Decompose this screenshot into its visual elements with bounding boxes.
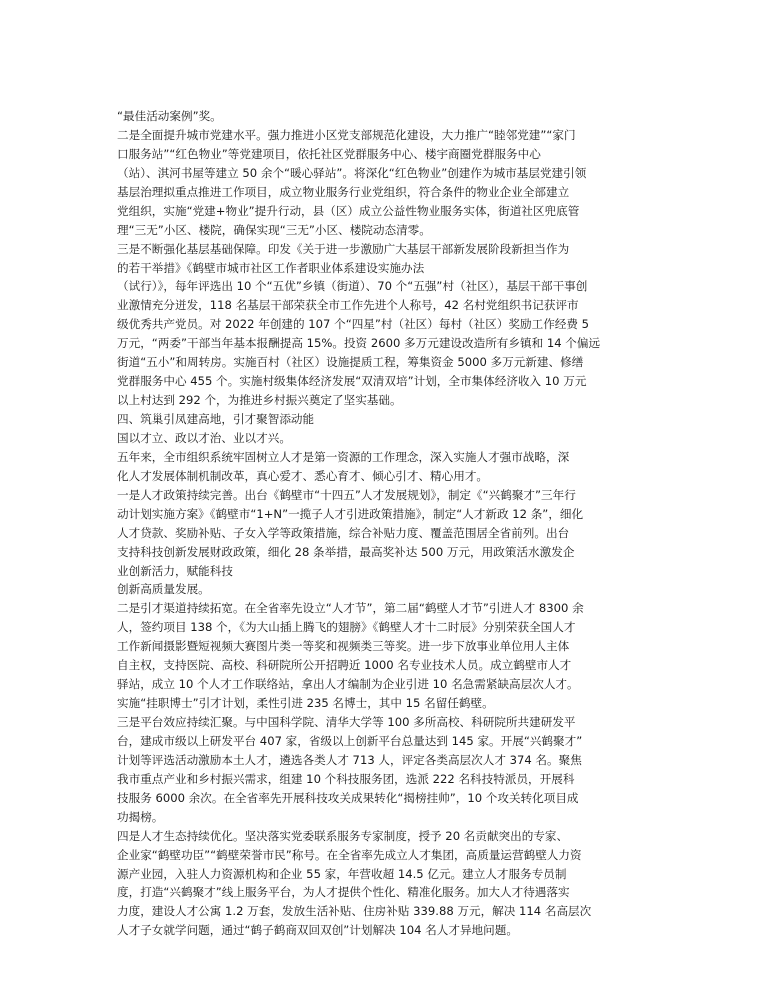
text-line: （站）、淇河书屋等建立 50 余个“暖心驿站”。将深化“红色物业”创建作为城市基层党建引领	[117, 165, 587, 180]
text-line: 三是平台效应持续汇聚。与中国科学院、清华大学等 100 多所高校、科研院所共建研发平	[117, 715, 576, 729]
text-line: 口服务站”“红色物业”等党建项目，依托社区党群服务中心、楼宇商圈党群服务中心	[117, 146, 541, 161]
text-line: 业激情充分迸发，118 名基层干部荣获全市工作先进个人称号，42 名村党组织书记获评市	[117, 298, 579, 313]
text-line: 台，建成市级以上研发平台 407 家，省级以上创新平台总量达到 145 家。开展“兴鹤聚才”	[117, 733, 583, 748]
text-line: 街道“五小”和周转房。实施百村（社区）设施提质工程，筹集资金 5000 多万元新建、修缮	[117, 355, 584, 370]
text-line: 以上村达到 292 个，为推进乡村振兴奠定了坚实基础。	[117, 393, 402, 408]
text-line: 党组织，实施“党建+物业”提升行动，县（区）成立公益性物业服务实体，街道社区兜底管	[117, 203, 580, 218]
text-line: 企业家“鹤壁功臣”“鹤壁荣誉市民”称号。在全省率先成立人才集团，高质量运营鹤壁人力资	[117, 847, 582, 862]
text-line: 计划等评选活动激励本土人才，遴选各类人才 713 人，评定各类高层次人才 374 名。聚焦	[117, 752, 582, 767]
text-line: 二是全面提升城市党建水平。强力推进小区党支部规范化建设，大力推广“睦邻党建”“家门	[117, 127, 576, 142]
document-body	[117, 107, 657, 940]
text-line: 四、筑巢引凤建高地，引才聚智添动能	[117, 412, 315, 426]
text-line: 党群服务中心 455 个。实施村级集体经济发展“双清双培”计划，全市集体经济收入 10 万元	[117, 374, 587, 389]
text-line: “最佳活动案例”奖。	[117, 109, 222, 123]
text-line: 力度，建设人才公寓 1.2 万套，发放生活补贴、住房补贴 339.88 万元，解决 114 名高层次	[117, 904, 592, 919]
text-line: 三是不断强化基层基础保障。印发《关于进一步激励广大基层干部新发展阶段新担当作为	[117, 241, 570, 256]
text-line: 源产业园，入驻人力资源机构和企业 55 家，年营收超 14.5 亿元。建立人才服务专员制	[117, 866, 567, 881]
text-line: （试行）》，每年评选出 10 个“五优”乡镇（街道）、70 个“五强”村（社区），基层干部干事创	[117, 279, 588, 294]
text-line: 自主权，支持医院、高校、科研院所公开招聘近 1000 名专业技术人员。成立鹤壁市人才	[117, 658, 572, 673]
text-line: 我市重点产业和乡村振兴需求，组建 10 个科技服务团，选派 222 名科技特派员，开展科	[117, 771, 575, 786]
text-line: 化人才发展体制机制改革，真心爱才、悉心育才、倾心引才、精心用才。	[117, 468, 489, 483]
text-line: 万元，“两委”干部当年基本报酬提高 15%。投资 2600 多万元建设改造所有乡镇和 14 个偏远	[117, 336, 601, 351]
text-line: 度，打造“兴鹤聚才”线上服务平台，为人才提供个性化、精准化服务。加大人才待遇落实	[117, 885, 570, 900]
text-line: 级优秀共产党员。对 2022 年创建的 107 个“四星”村（社区）每村（社区）奖励工作经费 5	[117, 317, 590, 332]
text-line: 国以才立、政以才治、业以才兴。	[117, 430, 291, 445]
text-line: 理“三无”小区、楼院，确保实现“三无”小区、楼院动态清零。	[117, 222, 431, 237]
text-line: 人，签约项目 138 个，《为大山插上腾飞的翅膀》《鹤壁人才十二时辰》分别荣获全国人才	[117, 620, 576, 635]
text-line: 功揭榜。	[117, 809, 164, 824]
text-line: 动计划实施方案》《鹤壁市“1+N”一揽子人才引进政策措施》，制定“人才新政 12 条”，细化	[117, 506, 584, 521]
text-line: 二是引才渠道持续拓宽。在全省率先设立“人才节”，第二届“鹤壁人才节”引进人才 8300 余	[117, 601, 584, 616]
text-line: 实施“挂职博士”引才计划，柔性引进 235 名博士，其中 15 名留任鹤壁。	[117, 696, 494, 711]
text-line: 五年来，全市组织系统牢固树立人才是第一资源的工作理念，深入实施人才强市战略，深	[117, 449, 570, 464]
text-line: 创新高质量发展。	[117, 582, 210, 597]
text-line: 人才子女就学问题，通过“鹤子鹤商双回双创”计划解决 104 名人才异地问题。	[117, 923, 518, 938]
text-line: 技服务 6000 余次。在全省率先开展科技攻关成果转化“揭榜挂帅”，10 个攻关转化项目成	[117, 790, 579, 805]
text-line: 支持科技创新发展财政政策，细化 28 条举措，最高奖补达 500 万元，用政策活水激发企	[117, 544, 575, 559]
text-line: 业创新活力，赋能科技	[117, 563, 233, 578]
text-line: 工作新闻摄影暨短视频大赛图片类一等奖和视频类三等奖。进一步下放事业单位用人主体	[117, 639, 570, 654]
text-line: 四是人才生态持续优化。坚决落实党委联系服务专家制度，授予 20 名贡献突出的专家、	[117, 828, 569, 843]
text-line: 基层治理拟重点推进工作项目，成立物业服务行业党组织，符合条件的物业企业全部建立	[117, 184, 570, 199]
text-line: 一是人才政策持续完善。出台《鹤壁市“十四五”人才发展规划》，制定《“兴鹤聚才”三年行	[117, 487, 576, 502]
text-line: 的若干举措》《鹤壁市城市社区工作者职业体系建设实施办法	[117, 260, 425, 275]
text-line: 驿站，成立 10 个人才工作联络站，拿出人才编制为企业引进 10 名急需紧缺高层次人才。	[117, 677, 579, 692]
text-line: 人才贷款、奖励补贴、子女入学等政策措施，综合补贴力度、覆盖范围居全省前列。出台	[117, 525, 570, 540]
